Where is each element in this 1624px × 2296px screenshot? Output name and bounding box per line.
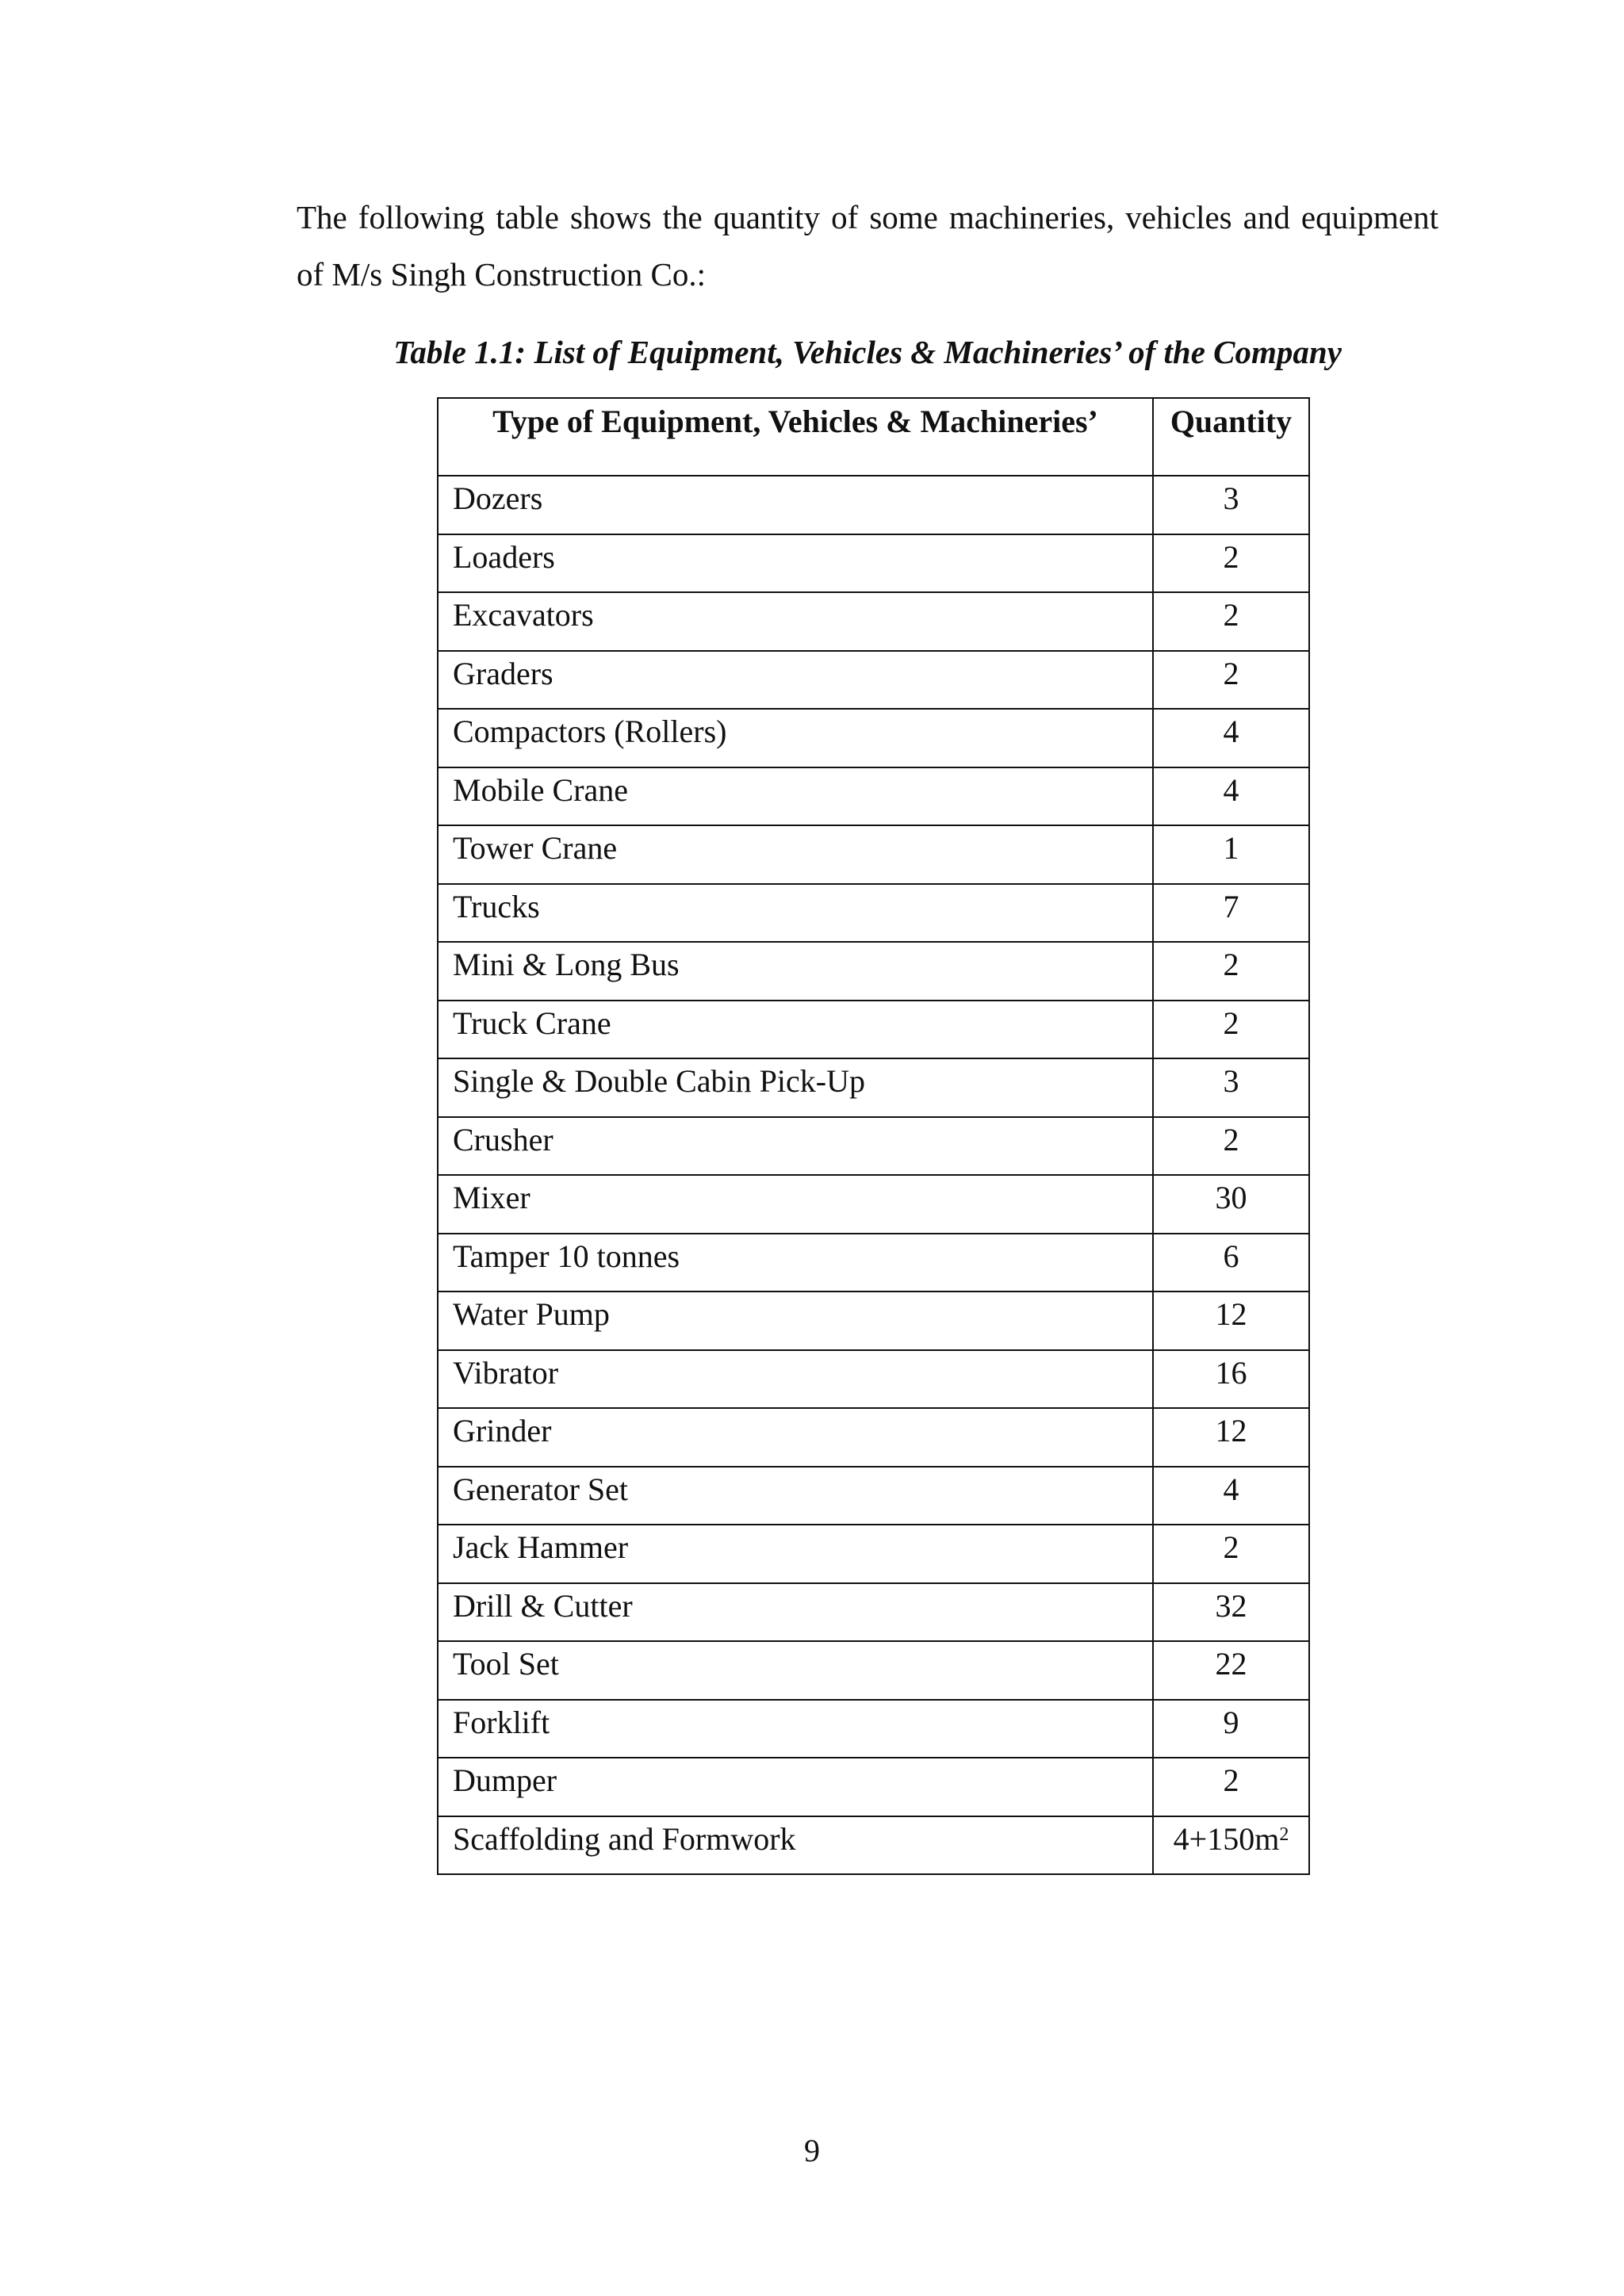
equipment-name: Scaffolding and Formwork xyxy=(438,1816,1153,1875)
equipment-name: Mini & Long Bus xyxy=(438,942,1153,1001)
equipment-quantity: 3 xyxy=(1153,476,1309,534)
table-row xyxy=(438,1467,1309,1525)
header-quantity: Quantity xyxy=(1153,398,1309,476)
equipment-quantity xyxy=(1153,1816,1309,1875)
table-row xyxy=(438,709,1309,767)
equipment-name: Crusher xyxy=(438,1117,1153,1176)
table-row xyxy=(438,767,1309,826)
equipment-quantity: 2 xyxy=(1153,592,1309,651)
header-equipment-type: Type of Equipment, Vehicles & Machineries’ xyxy=(438,398,1153,476)
unit-exponent: 2 xyxy=(1279,1823,1289,1845)
table-row xyxy=(438,1234,1309,1292)
equipment-quantity: 6 xyxy=(1153,1234,1309,1292)
table-row xyxy=(438,1525,1309,1583)
equipment-name: Single & Double Cabin Pick-Up xyxy=(438,1058,1153,1117)
equipment-table xyxy=(437,397,1310,1875)
page-number: 9 xyxy=(804,2133,820,2168)
equipment-name: Dumper xyxy=(438,1758,1153,1816)
table-row xyxy=(438,1058,1309,1117)
equipment-name: Grinder xyxy=(438,1408,1153,1467)
equipment-quantity: 9 xyxy=(1153,1700,1309,1758)
table-caption: Table 1.1: List of Equipment, Vehicles & Machineries’ of the Company xyxy=(393,334,1342,370)
table-row xyxy=(438,1350,1309,1409)
equipment-quantity: 2 xyxy=(1153,942,1309,1001)
equipment-quantity: 22 xyxy=(1153,1641,1309,1700)
equipment-quantity: 2 xyxy=(1153,1525,1309,1583)
quantity-value: 4+150m xyxy=(1173,1820,1280,1857)
equipment-quantity: 2 xyxy=(1153,1117,1309,1176)
table-row xyxy=(438,1816,1309,1875)
equipment-name: Dozers xyxy=(438,476,1153,534)
table-row xyxy=(438,1001,1309,1059)
equipment-quantity: 7 xyxy=(1153,884,1309,943)
table-header-row xyxy=(438,398,1309,476)
equipment-quantity: 32 xyxy=(1153,1583,1309,1642)
table-row xyxy=(438,534,1309,593)
equipment-quantity: 2 xyxy=(1153,1758,1309,1816)
equipment-quantity: 2 xyxy=(1153,1001,1309,1059)
table-row xyxy=(438,476,1309,534)
table-row xyxy=(438,592,1309,651)
table-row xyxy=(438,1408,1309,1467)
equipment-quantity: 30 xyxy=(1153,1175,1309,1234)
equipment-name: Graders xyxy=(438,651,1153,710)
equipment-name: Jack Hammer xyxy=(438,1525,1153,1583)
equipment-quantity: 16 xyxy=(1153,1350,1309,1409)
table-row xyxy=(438,1583,1309,1642)
equipment-name: Vibrator xyxy=(438,1350,1153,1409)
table-row xyxy=(438,1641,1309,1700)
table-row xyxy=(438,1175,1309,1234)
equipment-name: Loaders xyxy=(438,534,1153,593)
table-row xyxy=(438,1758,1309,1816)
table-row xyxy=(438,651,1309,710)
table-row xyxy=(438,1117,1309,1176)
equipment-name: Mixer xyxy=(438,1175,1153,1234)
equipment-name: Generator Set xyxy=(438,1467,1153,1525)
equipment-name: Tool Set xyxy=(438,1641,1153,1700)
equipment-name: Drill & Cutter xyxy=(438,1583,1153,1642)
equipment-name: Truck Crane xyxy=(438,1001,1153,1059)
equipment-name: Excavators xyxy=(438,592,1153,651)
equipment-name: Tamper 10 tonnes xyxy=(438,1234,1153,1292)
equipment-quantity: 12 xyxy=(1153,1292,1309,1350)
table-row xyxy=(438,1700,1309,1758)
equipment-name: Tower Crane xyxy=(438,825,1153,884)
equipment-quantity: 2 xyxy=(1153,534,1309,593)
table-row xyxy=(438,1292,1309,1350)
equipment-quantity: 4 xyxy=(1153,709,1309,767)
equipment-quantity: 1 xyxy=(1153,825,1309,884)
table-row xyxy=(438,884,1309,943)
equipment-name: Water Pump xyxy=(438,1292,1153,1350)
table-row xyxy=(438,942,1309,1001)
table-body xyxy=(438,476,1309,1874)
equipment-name: Forklift xyxy=(438,1700,1153,1758)
equipment-name: Mobile Crane xyxy=(438,767,1153,826)
equipment-quantity: 4 xyxy=(1153,767,1309,826)
intro-paragraph: The following table shows the quantity of some machineries, vehicles and equipment of M/s Singh Construction Co.: xyxy=(297,199,1438,293)
equipment-name: Compactors (Rollers) xyxy=(438,709,1153,767)
equipment-quantity: 12 xyxy=(1153,1408,1309,1467)
equipment-name: Trucks xyxy=(438,884,1153,943)
equipment-quantity: 4 xyxy=(1153,1467,1309,1525)
equipment-quantity: 2 xyxy=(1153,651,1309,710)
table-row xyxy=(438,825,1309,884)
equipment-quantity: 3 xyxy=(1153,1058,1309,1117)
